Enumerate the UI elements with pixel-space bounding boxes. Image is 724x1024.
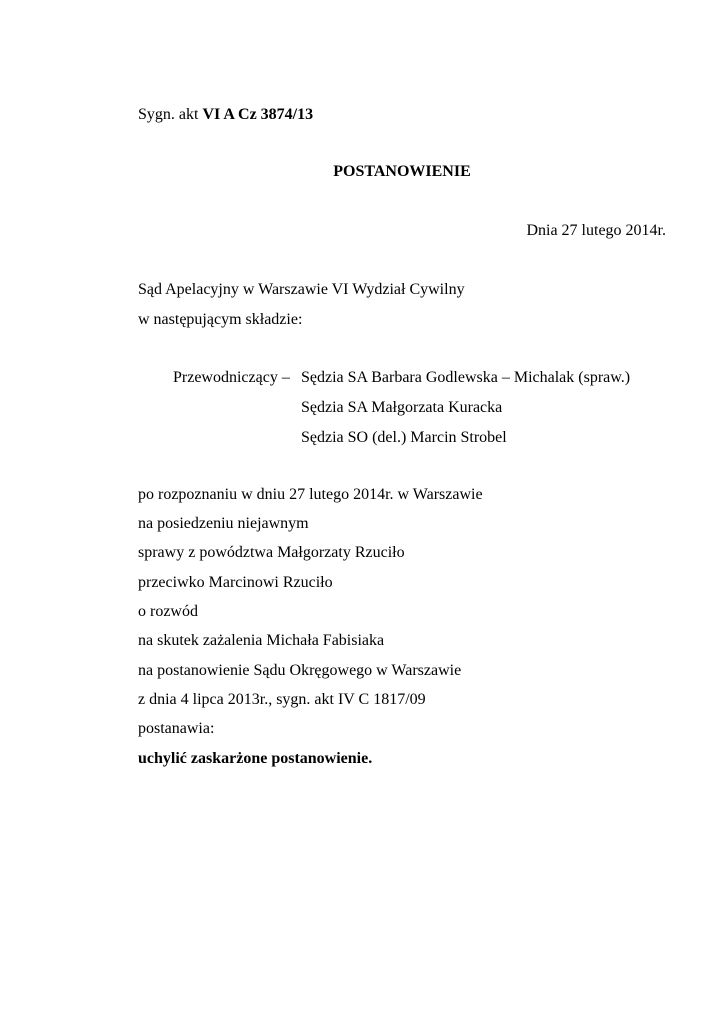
case-signature-prefix: Sygn. akt [138,106,203,123]
body-line-8: z dnia 4 lipca 2013r., sygn. akt IV C 1817/09 [138,691,426,708]
body-line-7: na postanowienie Sądu Okręgowego w Warszawie [138,662,462,679]
body-line-9: postanawia: [138,720,215,737]
court-name: Sąd Apelacyjny w Warszawie VI Wydział Cywilny [138,281,465,298]
judge-1: Sędzia SA Barbara Godlewska – Michalak (spraw.) [301,369,631,386]
body-line-2: na posiedzeniu niejawnym [138,515,309,532]
chair-role: Przewodniczący – [173,369,290,386]
judge-3: Sędzia SO (del.) Marcin Strobel [301,429,507,446]
composition-intro: w następującym składzie: [138,311,303,328]
body-line-5: o rozwód [138,603,198,620]
judge-2: Sędzia SA Małgorzata Kuracka [301,399,503,416]
case-signature [138,105,313,125]
case-signature-number: VI A Cz 3874/13 [202,106,314,123]
body-line-3: sprawy z powództwa Małgorzaty Rzuciło [138,544,405,561]
body-line-6: na skutek zażalenia Michała Fabisiaka [138,632,385,649]
decision-text: uchylić zaskarżone postanowienie. [138,750,373,767]
document-date: Dnia 27 lutego 2014r. [526,222,666,239]
document-title: POSTANOWIENIE [333,163,471,180]
body-line-1: po rozpoznaniu w dniu 27 lutego 2014r. w Warszawie [138,486,483,503]
body-line-4: przeciwko Marcinowi Rzuciło [138,574,333,591]
